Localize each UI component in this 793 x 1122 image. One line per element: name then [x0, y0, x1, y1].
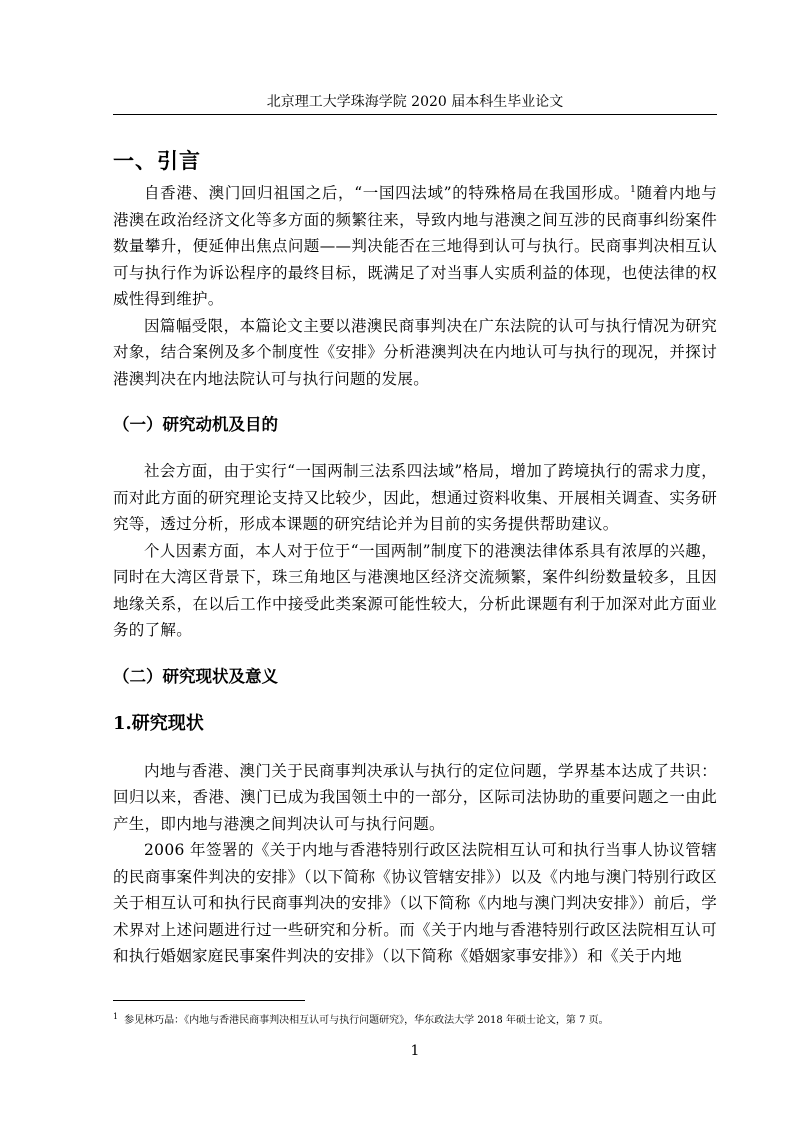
intro-paragraph-1-rest: 随着内地与港澳在政治经济文化等多方面的频繁往来，导致内地与港澳之间互涉的民商事纠纷案件数量攀升，便延伸出焦点问题——判决能否在三地得到认可与执行。民商事判决相互认可与执行作为诉讼程序的最终目标，既满足了对当事人实质利益的体现，也使法律的权威性得到维护。 — [113, 184, 717, 308]
status-paragraph-2: 2006 年签署的《关于内地与香港特别行政区法院相互认可和执行当事人协议管辖的民商事案件判决的安排》（以下简称《协议管辖安排》）以及《内地与澳门特别行政区关于相互认可和执行民商事判决的安排》（以下简称《内地与澳门判决安排》）前后，学术界对上述问题进行过一些研究和分析。而《关于内地与香港特别行政区法院相互认可和执行婚姻家庭民事案件判决的安排》（以下简称《婚姻家事安排》）和《关于内地 — [113, 841, 717, 965]
header-rule — [113, 114, 717, 115]
footnote-rule — [113, 1000, 305, 1001]
footnote — [113, 1011, 717, 1028]
footnote-number: 1 — [113, 1011, 119, 1021]
running-header: 北京理工大学珠海学院 2020 届本科生毕业论文 — [266, 94, 564, 110]
footnote-text: 参见林巧晶：《内地与香港民商事判决相互认可与执行问题研究》，华东政法大学 2018 年硕士论文，第 7 页。 — [124, 1015, 609, 1026]
motive-paragraph-1: 社会方面，由于实行“一国两制三法系四法域”格局，增加了跨境执行的需求力度，而对此方面的研究理论支持又比较少，因此，想通过资料收集、开展相关调查、实务研究等，透过分析，形成本课题的研究结论并为目前的实务提供帮助建议。 — [113, 462, 717, 533]
sub-subsection-heading-research-status: 1.研究现状 — [113, 712, 204, 734]
page-number: 1 — [410, 1043, 420, 1059]
subsection-heading-motive: （一）研究动机及目的 — [113, 415, 278, 434]
status-paragraph-1: 内地与香港、澳门关于民商事判决承认与执行的定位问题，学界基本达成了共识：回归以来，香港、澳门已成为我国领土中的一部分，区际司法协助的重要问题之一由此产生，即内地与港澳之间判决认可与执行问题。 — [113, 761, 717, 833]
intro-paragraph-2: 因篇幅受限，本篇论文主要以港澳民商事判决在广东法院的认可与执行情况为研究对象，结合案例及多个制度性《安排》分析港澳判决在内地认可与执行的现况，并探讨港澳判决在内地法院认可与执行问题的发展。 — [113, 316, 717, 388]
page-body — [113, 146, 717, 970]
section-heading-introduction: 一、引言 — [113, 148, 201, 173]
intro-paragraph-1 — [113, 180, 717, 313]
footnote-reference: 1 — [630, 184, 637, 195]
subsection-heading-status: （二）研究现状及意义 — [113, 666, 278, 686]
motive-paragraph-2: 个人因素方面，本人对于位于“一国两制”制度下的港澳法律体系具有浓厚的兴趣，同时在大湾区背景下，珠三角地区与港澳地区经济交流频繁，案件纠纷数量较多，且因地缘关系，在以后工作中接受此类案源可能性较大，分析此课题有利于加深对此方面业务的了解。 — [113, 541, 717, 639]
intro-paragraph-1-start: 自香港、澳门回归祖国之后，“一国四法域”的特殊格局在我国形成。 — [144, 184, 631, 202]
